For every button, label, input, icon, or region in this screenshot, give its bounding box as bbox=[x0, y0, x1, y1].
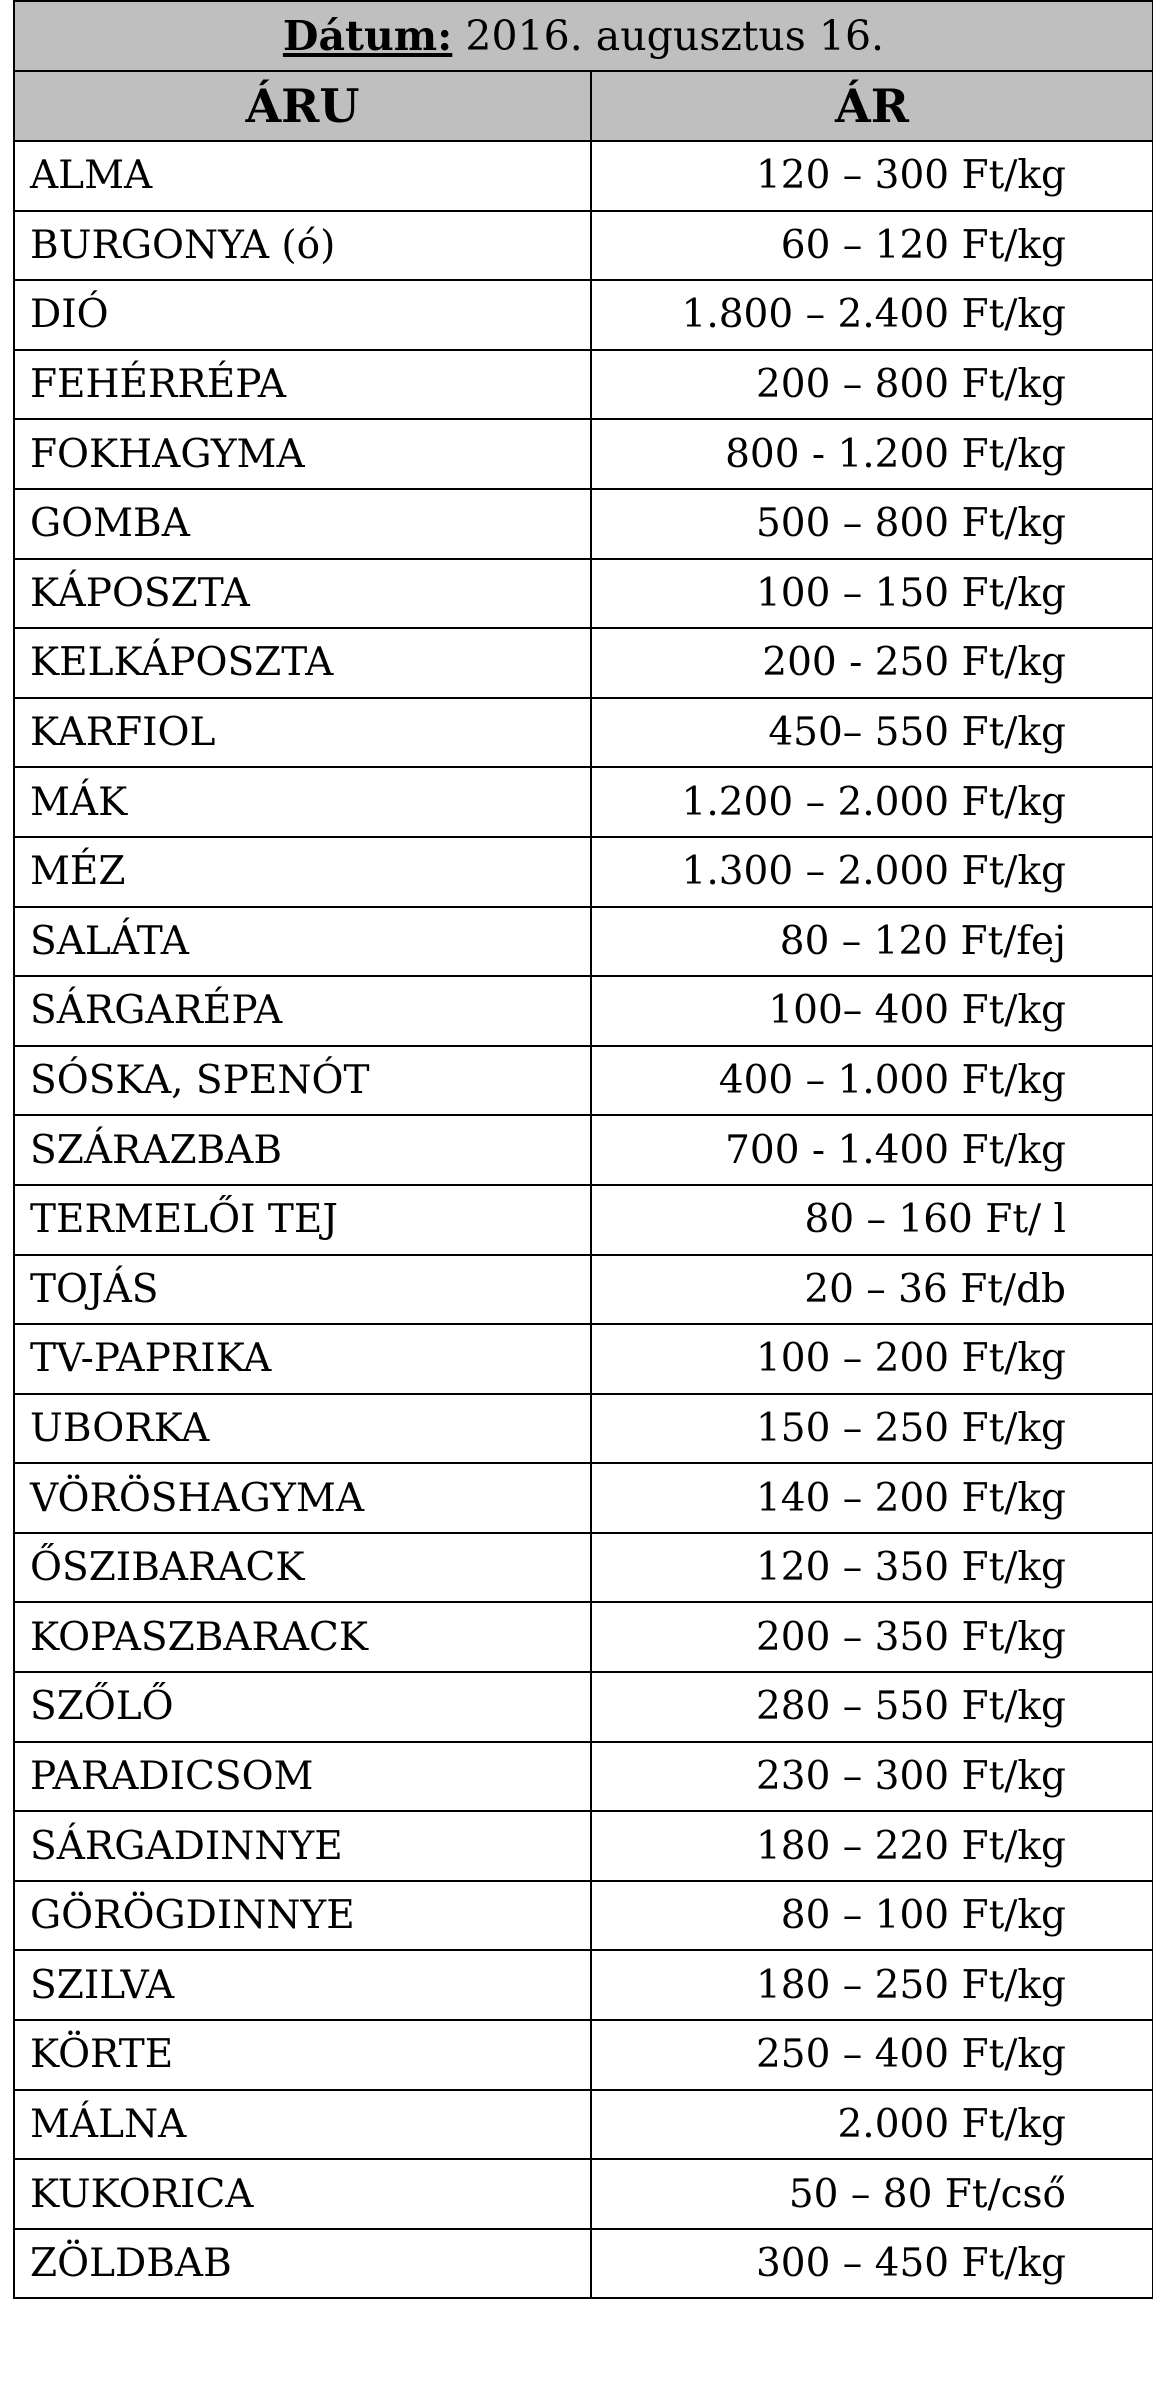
table-row bbox=[14, 698, 1153, 768]
item-name-cell: KOPASZBARACK bbox=[14, 1602, 591, 1672]
table-row bbox=[14, 628, 1153, 698]
item-name-cell: TOJÁS bbox=[14, 1255, 591, 1325]
table-row bbox=[14, 1672, 1153, 1742]
item-price-cell: 20 – 36 Ft/db bbox=[591, 1255, 1153, 1325]
item-price-cell: 230 – 300 Ft/kg bbox=[591, 1742, 1153, 1812]
item-price-cell: 280 – 550 Ft/kg bbox=[591, 1672, 1153, 1742]
item-name-cell: SZILVA bbox=[14, 1950, 591, 2020]
item-name-cell: ZÖLDBAB bbox=[14, 2229, 591, 2299]
item-name-cell: KUKORICA bbox=[14, 2159, 591, 2229]
item-price-cell: 140 – 200 Ft/kg bbox=[591, 1463, 1153, 1533]
table-row bbox=[14, 1533, 1153, 1603]
item-price-cell: 50 – 80 Ft/cső bbox=[591, 2159, 1153, 2229]
table-row bbox=[14, 976, 1153, 1046]
item-price-cell: 1.300 – 2.000 Ft/kg bbox=[591, 837, 1153, 907]
item-name-cell: SÁRGADINNYE bbox=[14, 1811, 591, 1881]
item-price-cell: 200 – 350 Ft/kg bbox=[591, 1602, 1153, 1672]
item-price-cell: 1.200 – 2.000 Ft/kg bbox=[591, 767, 1153, 837]
table-row bbox=[14, 1255, 1153, 1325]
table-row bbox=[14, 1324, 1153, 1394]
item-name-cell: SZŐLŐ bbox=[14, 1672, 591, 1742]
table-row bbox=[14, 489, 1153, 559]
table-row bbox=[14, 1881, 1153, 1951]
column-header-price: ÁR bbox=[591, 71, 1153, 141]
item-price-cell: 2.000 Ft/kg bbox=[591, 2090, 1153, 2160]
column-header-row bbox=[14, 71, 1153, 141]
item-name-cell: KÁPOSZTA bbox=[14, 559, 591, 629]
date-value: 2016. augusztus 16. bbox=[465, 12, 885, 60]
item-name-cell: GÖRÖGDINNYE bbox=[14, 1881, 591, 1951]
item-price-cell: 700 - 1.400 Ft/kg bbox=[591, 1115, 1153, 1185]
table-row bbox=[14, 2020, 1153, 2090]
item-price-cell: 200 – 800 Ft/kg bbox=[591, 350, 1153, 420]
item-price-cell: 120 – 300 Ft/kg bbox=[591, 141, 1153, 211]
item-price-cell: 200 - 250 Ft/kg bbox=[591, 628, 1153, 698]
item-price-cell: 100– 400 Ft/kg bbox=[591, 976, 1153, 1046]
table-row bbox=[14, 1602, 1153, 1672]
table-row bbox=[14, 280, 1153, 350]
item-price-cell: 120 – 350 Ft/kg bbox=[591, 1533, 1153, 1603]
item-name-cell: DIÓ bbox=[14, 280, 591, 350]
item-name-cell: SÁRGARÉPA bbox=[14, 976, 591, 1046]
column-header-item: ÁRU bbox=[14, 71, 591, 141]
item-name-cell: KARFIOL bbox=[14, 698, 591, 768]
table-row bbox=[14, 1811, 1153, 1881]
table-row bbox=[14, 1115, 1153, 1185]
table-row bbox=[14, 1046, 1153, 1116]
item-name-cell: TV-PAPRIKA bbox=[14, 1324, 591, 1394]
item-price-cell: 80 – 120 Ft/fej bbox=[591, 907, 1153, 977]
date-row bbox=[14, 1, 1153, 71]
date-label: Dátum: bbox=[282, 12, 453, 60]
item-price-cell: 60 – 120 Ft/kg bbox=[591, 211, 1153, 281]
item-name-cell: ALMA bbox=[14, 141, 591, 211]
item-price-cell: 1.800 – 2.400 Ft/kg bbox=[591, 280, 1153, 350]
date-cell bbox=[14, 1, 1153, 71]
item-price-cell: 300 – 450 Ft/kg bbox=[591, 2229, 1153, 2299]
item-price-cell: 500 – 800 Ft/kg bbox=[591, 489, 1153, 559]
table-row bbox=[14, 1463, 1153, 1533]
item-name-cell: BURGONYA (ó) bbox=[14, 211, 591, 281]
item-name-cell: FOKHAGYMA bbox=[14, 419, 591, 489]
item-name-cell: TERMELŐI TEJ bbox=[14, 1185, 591, 1255]
item-name-cell: ŐSZIBARACK bbox=[14, 1533, 591, 1603]
item-price-cell: 150 – 250 Ft/kg bbox=[591, 1394, 1153, 1464]
table-row bbox=[14, 2229, 1153, 2299]
table-row bbox=[14, 2159, 1153, 2229]
item-name-cell: MÁK bbox=[14, 767, 591, 837]
item-name-cell: FEHÉRRÉPA bbox=[14, 350, 591, 420]
item-name-cell: VÖRÖSHAGYMA bbox=[14, 1463, 591, 1533]
item-name-cell: PARADICSOM bbox=[14, 1742, 591, 1812]
table-row bbox=[14, 837, 1153, 907]
table-row bbox=[14, 559, 1153, 629]
table-row bbox=[14, 907, 1153, 977]
item-price-cell: 450– 550 Ft/kg bbox=[591, 698, 1153, 768]
item-price-cell: 100 – 150 Ft/kg bbox=[591, 559, 1153, 629]
item-name-cell: GOMBA bbox=[14, 489, 591, 559]
item-price-cell: 180 – 250 Ft/kg bbox=[591, 1950, 1153, 2020]
item-price-cell: 100 – 200 Ft/kg bbox=[591, 1324, 1153, 1394]
item-name-cell: KÖRTE bbox=[14, 2020, 591, 2090]
item-name-cell: MÁLNA bbox=[14, 2090, 591, 2160]
item-price-cell: 80 – 160 Ft/ l bbox=[591, 1185, 1153, 1255]
table-row bbox=[14, 1394, 1153, 1464]
item-name-cell: SALÁTA bbox=[14, 907, 591, 977]
table-row bbox=[14, 211, 1153, 281]
item-name-cell: SÓSKA, SPENÓT bbox=[14, 1046, 591, 1116]
item-name-cell: UBORKA bbox=[14, 1394, 591, 1464]
price-table bbox=[13, 0, 1153, 2299]
item-price-cell: 180 – 220 Ft/kg bbox=[591, 1811, 1153, 1881]
item-price-cell: 400 – 1.000 Ft/kg bbox=[591, 1046, 1153, 1116]
item-price-cell: 250 – 400 Ft/kg bbox=[591, 2020, 1153, 2090]
table-row bbox=[14, 419, 1153, 489]
table-row bbox=[14, 1742, 1153, 1812]
table-row bbox=[14, 1185, 1153, 1255]
table-row bbox=[14, 350, 1153, 420]
item-price-cell: 80 – 100 Ft/kg bbox=[591, 1881, 1153, 1951]
table-row bbox=[14, 1950, 1153, 2020]
table-row bbox=[14, 767, 1153, 837]
item-name-cell: MÉZ bbox=[14, 837, 591, 907]
item-price-cell: 800 - 1.200 Ft/kg bbox=[591, 419, 1153, 489]
item-name-cell: SZÁRAZBAB bbox=[14, 1115, 591, 1185]
item-name-cell: KELKÁPOSZTA bbox=[14, 628, 591, 698]
table-row bbox=[14, 141, 1153, 211]
table-row bbox=[14, 2090, 1153, 2160]
